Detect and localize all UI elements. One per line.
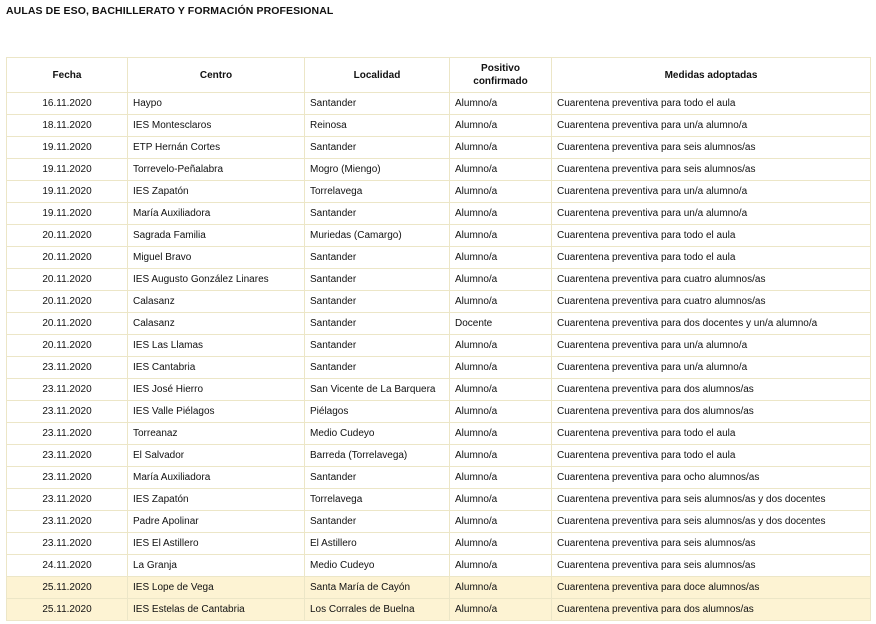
cell-centro: IES Montesclaros — [128, 115, 305, 137]
header-localidad: Localidad — [305, 58, 450, 93]
cell-positivo: Alumno/a — [450, 489, 552, 511]
cell-fecha: 20.11.2020 — [7, 225, 128, 247]
cell-localidad: Reinosa — [305, 115, 450, 137]
cases-table — [6, 57, 871, 621]
table-row — [7, 291, 871, 313]
cell-fecha: 23.11.2020 — [7, 467, 128, 489]
cell-positivo: Alumno/a — [450, 599, 552, 621]
cell-centro: IES Las Llamas — [128, 335, 305, 357]
table-row — [7, 357, 871, 379]
cell-fecha: 19.11.2020 — [7, 159, 128, 181]
cell-localidad: Torrelavega — [305, 489, 450, 511]
cell-medidas: Cuarentena preventiva para un/a alumno/a — [552, 181, 871, 203]
cell-fecha: 20.11.2020 — [7, 313, 128, 335]
cell-medidas: Cuarentena preventiva para cuatro alumnos/as — [552, 269, 871, 291]
cell-fecha: 23.11.2020 — [7, 511, 128, 533]
cell-positivo: Alumno/a — [450, 467, 552, 489]
table-row — [7, 467, 871, 489]
table-row — [7, 533, 871, 555]
cell-medidas: Cuarentena preventiva para un/a alumno/a — [552, 115, 871, 137]
cell-localidad: Santa María de Cayón — [305, 577, 450, 599]
cell-fecha: 24.11.2020 — [7, 555, 128, 577]
cell-medidas: Cuarentena preventiva para seis alumnos/as y dos docentes — [552, 489, 871, 511]
cell-centro: IES El Astillero — [128, 533, 305, 555]
cell-positivo: Alumno/a — [450, 159, 552, 181]
cell-medidas: Cuarentena preventiva para un/a alumno/a — [552, 203, 871, 225]
cell-medidas: Cuarentena preventiva para todo el aula — [552, 225, 871, 247]
cell-positivo: Docente — [450, 313, 552, 335]
cell-medidas: Cuarentena preventiva para cuatro alumnos/as — [552, 291, 871, 313]
cell-centro: Haypo — [128, 93, 305, 115]
table-row — [7, 511, 871, 533]
cell-medidas: Cuarentena preventiva para un/a alumno/a — [552, 335, 871, 357]
cell-positivo: Alumno/a — [450, 357, 552, 379]
table-row — [7, 181, 871, 203]
cell-medidas: Cuarentena preventiva para todo el aula — [552, 445, 871, 467]
cell-localidad: Santander — [305, 291, 450, 313]
cell-localidad: Santander — [305, 335, 450, 357]
cell-localidad: Muriedas (Camargo) — [305, 225, 450, 247]
cell-fecha: 23.11.2020 — [7, 445, 128, 467]
page-title: AULAS DE ESO, BACHILLERATO Y FORMACIÓN PROFESIONAL — [6, 5, 334, 17]
header-medidas: Medidas adoptadas — [552, 58, 871, 93]
cell-localidad: Santander — [305, 357, 450, 379]
cell-medidas: Cuarentena preventiva para todo el aula — [552, 247, 871, 269]
cell-positivo: Alumno/a — [450, 533, 552, 555]
table-row — [7, 401, 871, 423]
cell-centro: La Granja — [128, 555, 305, 577]
table-row — [7, 137, 871, 159]
cell-localidad: Torrelavega — [305, 181, 450, 203]
table-row — [7, 247, 871, 269]
cell-medidas: Cuarentena preventiva para seis alumnos/as — [552, 137, 871, 159]
cell-fecha: 20.11.2020 — [7, 247, 128, 269]
cell-localidad: Santander — [305, 269, 450, 291]
cell-localidad: Santander — [305, 247, 450, 269]
cell-positivo: Alumno/a — [450, 137, 552, 159]
table-row — [7, 313, 871, 335]
cell-fecha: 18.11.2020 — [7, 115, 128, 137]
cell-centro: Miguel Bravo — [128, 247, 305, 269]
table-row — [7, 93, 871, 115]
cell-centro: IES Lope de Vega — [128, 577, 305, 599]
cell-positivo: Alumno/a — [450, 225, 552, 247]
table-row — [7, 379, 871, 401]
cell-fecha: 19.11.2020 — [7, 137, 128, 159]
cell-centro: María Auxiliadora — [128, 467, 305, 489]
cell-fecha: 19.11.2020 — [7, 181, 128, 203]
cell-localidad: Santander — [305, 137, 450, 159]
cell-fecha: 19.11.2020 — [7, 203, 128, 225]
header-centro: Centro — [128, 58, 305, 93]
cell-centro: IES Zapatón — [128, 489, 305, 511]
cell-positivo: Alumno/a — [450, 445, 552, 467]
table-row — [7, 423, 871, 445]
cell-localidad: Santander — [305, 511, 450, 533]
cell-centro: Torrevelo-Peñalabra — [128, 159, 305, 181]
cell-centro: IES José Hierro — [128, 379, 305, 401]
cell-localidad: Los Corrales de Buelna — [305, 599, 450, 621]
cell-positivo: Alumno/a — [450, 291, 552, 313]
cell-localidad: Santander — [305, 93, 450, 115]
cell-localidad: San Vicente de La Barquera — [305, 379, 450, 401]
table-row — [7, 577, 871, 599]
cell-positivo: Alumno/a — [450, 247, 552, 269]
cell-localidad: Medio Cudeyo — [305, 555, 450, 577]
cell-positivo: Alumno/a — [450, 511, 552, 533]
cell-centro: IES Augusto González Linares — [128, 269, 305, 291]
cell-fecha: 25.11.2020 — [7, 599, 128, 621]
cell-medidas: Cuarentena preventiva para dos alumnos/as — [552, 599, 871, 621]
cell-medidas: Cuarentena preventiva para seis alumnos/as — [552, 159, 871, 181]
cell-centro: Calasanz — [128, 291, 305, 313]
cell-localidad: Medio Cudeyo — [305, 423, 450, 445]
cell-medidas: Cuarentena preventiva para ocho alumnos/as — [552, 467, 871, 489]
cell-centro: IES Zapatón — [128, 181, 305, 203]
cell-medidas: Cuarentena preventiva para todo el aula — [552, 93, 871, 115]
cell-fecha: 23.11.2020 — [7, 357, 128, 379]
cell-centro: Padre Apolinar — [128, 511, 305, 533]
cell-centro: Torreanaz — [128, 423, 305, 445]
table-row — [7, 203, 871, 225]
header-positivo: Positivo confirmado — [450, 58, 552, 93]
cell-centro: IES Cantabria — [128, 357, 305, 379]
table-row — [7, 225, 871, 247]
cell-positivo: Alumno/a — [450, 203, 552, 225]
cell-localidad: El Astillero — [305, 533, 450, 555]
cell-positivo: Alumno/a — [450, 379, 552, 401]
cell-fecha: 25.11.2020 — [7, 577, 128, 599]
cell-fecha: 16.11.2020 — [7, 93, 128, 115]
table-row — [7, 489, 871, 511]
cell-centro: María Auxiliadora — [128, 203, 305, 225]
cell-localidad: Santander — [305, 203, 450, 225]
cell-centro: Calasanz — [128, 313, 305, 335]
cell-centro: El Salvador — [128, 445, 305, 467]
cell-medidas: Cuarentena preventiva para seis alumnos/as y dos docentes — [552, 511, 871, 533]
cell-positivo: Alumno/a — [450, 181, 552, 203]
cell-fecha: 20.11.2020 — [7, 269, 128, 291]
cell-localidad: Piélagos — [305, 401, 450, 423]
cell-fecha: 23.11.2020 — [7, 533, 128, 555]
table-row — [7, 555, 871, 577]
table-row — [7, 445, 871, 467]
cell-positivo: Alumno/a — [450, 269, 552, 291]
cell-fecha: 20.11.2020 — [7, 291, 128, 313]
cell-fecha: 20.11.2020 — [7, 335, 128, 357]
cell-medidas: Cuarentena preventiva para doce alumnos/as — [552, 577, 871, 599]
cell-medidas: Cuarentena preventiva para seis alumnos/as — [552, 533, 871, 555]
cell-positivo: Alumno/a — [450, 423, 552, 445]
cell-centro: IES Valle Piélagos — [128, 401, 305, 423]
header-fecha: Fecha — [7, 58, 128, 93]
header-row — [7, 58, 871, 93]
table-row — [7, 159, 871, 181]
cell-medidas: Cuarentena preventiva para un/a alumno/a — [552, 357, 871, 379]
cell-medidas: Cuarentena preventiva para seis alumnos/as — [552, 555, 871, 577]
cell-fecha: 23.11.2020 — [7, 423, 128, 445]
cell-positivo: Alumno/a — [450, 401, 552, 423]
cell-localidad: Santander — [305, 313, 450, 335]
cell-localidad: Mogro (Miengo) — [305, 159, 450, 181]
cell-fecha: 23.11.2020 — [7, 401, 128, 423]
cell-positivo: Alumno/a — [450, 577, 552, 599]
cell-localidad: Santander — [305, 467, 450, 489]
table-row — [7, 269, 871, 291]
cell-positivo: Alumno/a — [450, 93, 552, 115]
cell-medidas: Cuarentena preventiva para dos alumnos/as — [552, 401, 871, 423]
cell-medidas: Cuarentena preventiva para todo el aula — [552, 423, 871, 445]
cell-localidad: Barreda (Torrelavega) — [305, 445, 450, 467]
cell-positivo: Alumno/a — [450, 115, 552, 137]
cell-centro: ETP Hernán Cortes — [128, 137, 305, 159]
cell-centro: IES Estelas de Cantabria — [128, 599, 305, 621]
cell-medidas: Cuarentena preventiva para dos docentes y un/a alumno/a — [552, 313, 871, 335]
cell-centro: Sagrada Familia — [128, 225, 305, 247]
cell-medidas: Cuarentena preventiva para dos alumnos/as — [552, 379, 871, 401]
cell-positivo: Alumno/a — [450, 335, 552, 357]
table-row — [7, 599, 871, 621]
cell-fecha: 23.11.2020 — [7, 489, 128, 511]
cell-fecha: 23.11.2020 — [7, 379, 128, 401]
table-row — [7, 335, 871, 357]
table-row — [7, 115, 871, 137]
cell-positivo: Alumno/a — [450, 555, 552, 577]
